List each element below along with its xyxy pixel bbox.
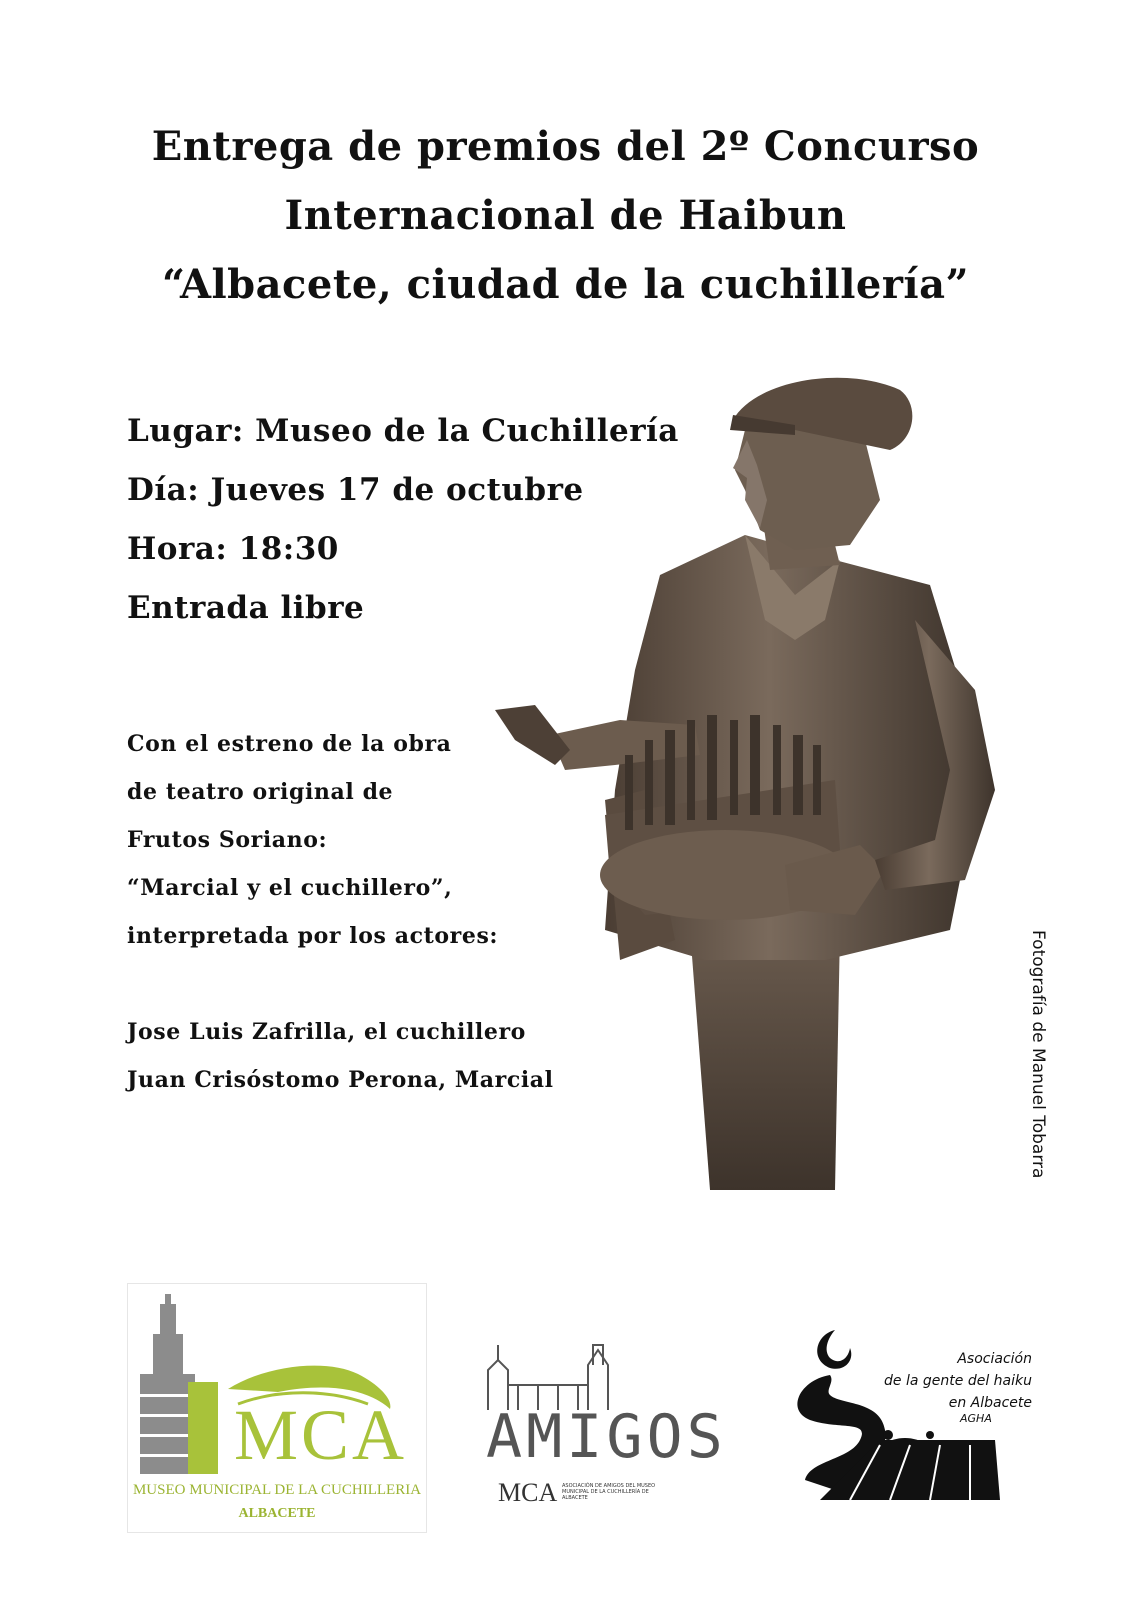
info-lugar: Lugar: Museo de la Cuchillería [127,413,679,449]
agha-line-1: Asociación [957,1351,1032,1367]
amigos-logo [478,1340,748,1520]
play-description [127,720,554,1104]
actor-2: Juan Crisóstomo Perona, Marcial [127,1067,554,1093]
play-line-4: “Marcial y el cuchillero”, [127,875,453,901]
info-entrada: Entrada libre [127,590,365,626]
agha-text [842,1348,1032,1414]
event-title [0,112,1131,319]
info-hora: Hora: 18:30 [127,531,339,567]
mca-name: MUSEO MUNICIPAL DE LA CUCHILLERIA [132,1482,422,1498]
agha-line-3: en Albacete [948,1395,1032,1411]
title-line-3: “Albacete, ciudad de la cuchillería” [161,261,970,308]
photo-credit-text: Fotografía de Manuel Tobarra [1028,930,1048,1179]
mca-city: ALBACETE [238,1506,316,1521]
play-line-1: Con el estreno de la obra [127,731,452,757]
actor-1: Jose Luis Zafrilla, el cuchillero [127,1019,526,1045]
amigos-abbr: MCA [498,1478,558,1507]
agha-line-2: de la gente del haiku [884,1373,1032,1389]
statue-photo [495,370,1035,1220]
photo-credit [1026,930,1056,1210]
amigos-word: AMIGOS [486,1402,727,1472]
mca-logo [127,1283,427,1533]
title-line-2: Internacional de Haibun [284,192,847,239]
agha-abbr: AGHA [960,1412,992,1425]
mca-abbr: MCA [234,1395,408,1475]
play-line-5: interpretada por los actores: [127,923,499,949]
title-line-1: Entrega de premios del 2º Concurso [151,123,980,170]
spacer [127,960,554,1008]
play-line-2: de teatro original de [127,779,394,805]
info-dia: Día: Jueves 17 de octubre [127,472,584,508]
play-line-3: Frutos Soriano: [127,827,328,853]
agha-logo [790,1320,1030,1510]
amigos-subtitle: ASOCIACIÓN DE AMIGOS DEL MUSEO MUNICIPAL DE LA CUCHILLERÍA DE ALBACETE [562,1483,656,1501]
